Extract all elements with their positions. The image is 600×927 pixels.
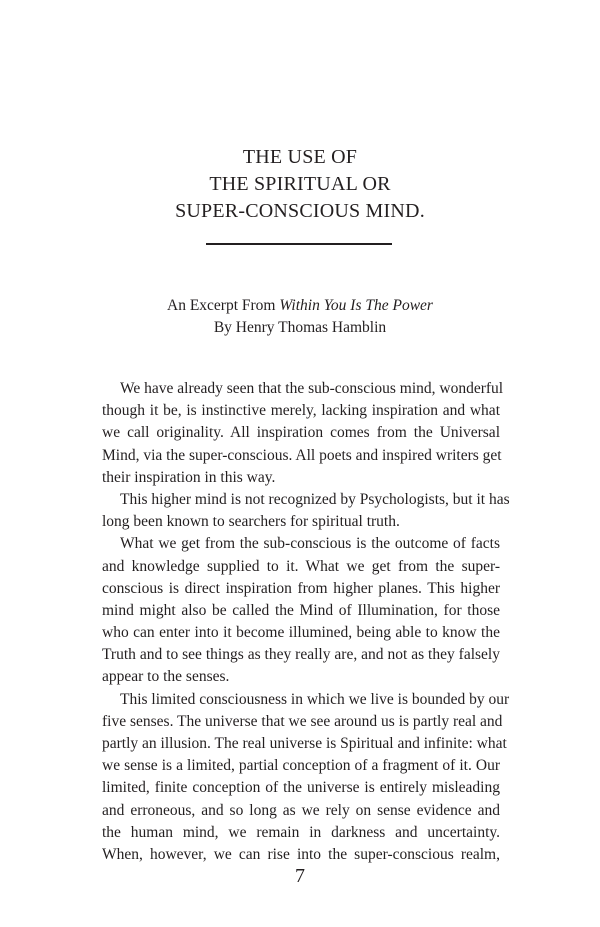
- paragraph-line: though it be, is instinctive merely, lacking inspiration and what: [102, 402, 500, 420]
- paragraph-line: and erroneous, and so long as we rely on sense evidence and: [102, 801, 500, 819]
- paragraph-line: This limited consciousness in which we live is bounded by our: [120, 690, 510, 708]
- excerpt-source-line: [0, 295, 600, 317]
- paragraph-line: five senses. The universe that we see around us is partly real and: [102, 712, 503, 730]
- chapter-title-line-2: THE SPIRITUAL OR: [209, 173, 391, 195]
- paragraph-line: appear to the senses.: [102, 668, 230, 686]
- paragraph: [102, 533, 500, 688]
- paragraph-line: When, however, we can rise into the super-conscious realm,: [102, 845, 500, 863]
- paragraph-line: limited, finite conception of the universe is entirely misleading: [102, 779, 500, 797]
- chapter-title-line-3: SUPER-CONSCIOUS MIND.: [175, 200, 425, 222]
- paragraph: [102, 689, 510, 867]
- chapter-title: [0, 144, 600, 225]
- paragraph-line: long been known to searchers for spiritual truth.: [102, 513, 400, 531]
- paragraph-line: What we get from the sub-conscious is the outcome of facts: [120, 535, 500, 553]
- paragraph-line: Truth and to see things as they really are, and not as they falsely: [102, 646, 500, 664]
- chapter-title-line-1: THE USE OF: [242, 146, 358, 168]
- page-number: 7: [295, 865, 305, 887]
- paragraph-line: we call originality. All inspiration comes from the Universal: [102, 424, 500, 442]
- paragraph-line: and knowledge supplied to it. What we get from the super-: [102, 557, 500, 575]
- book-title: Within You Is The Power: [279, 297, 433, 314]
- paragraph-line: the human mind, we remain in darkness and uncertainty.: [102, 823, 500, 841]
- body-text: [102, 378, 510, 866]
- paragraph-line: their inspiration in this way.: [102, 468, 276, 486]
- paragraph-line: mind might also be called the Mind of Illumination, for those: [102, 601, 500, 619]
- author-line: By Henry Thomas Hamblin: [213, 319, 387, 336]
- paragraph-line: conscious is direct inspiration from higher planes. This higher: [102, 579, 500, 597]
- paragraph-line: who can enter into it become illumined, being able to know the: [102, 624, 500, 642]
- paragraph: [102, 489, 510, 533]
- excerpt-prefix: An Excerpt From: [167, 297, 280, 314]
- title-divider: [206, 243, 392, 245]
- paragraph-line: This higher mind is not recognized by Psychologists, but it has: [120, 490, 510, 508]
- byline: [0, 295, 600, 339]
- paragraph-line: We have already seen that the sub-conscious mind, wonderful: [120, 380, 504, 397]
- paragraph-line: partly an illusion. The real universe is Spiritual and infinite: what: [102, 735, 507, 752]
- paragraph-line: we sense is a limited, partial conception of a fragment of it. Our: [102, 757, 500, 775]
- paragraph: [102, 378, 504, 489]
- paragraph-line: Mind, via the super-conscious. All poets and inspired writers get: [102, 446, 502, 464]
